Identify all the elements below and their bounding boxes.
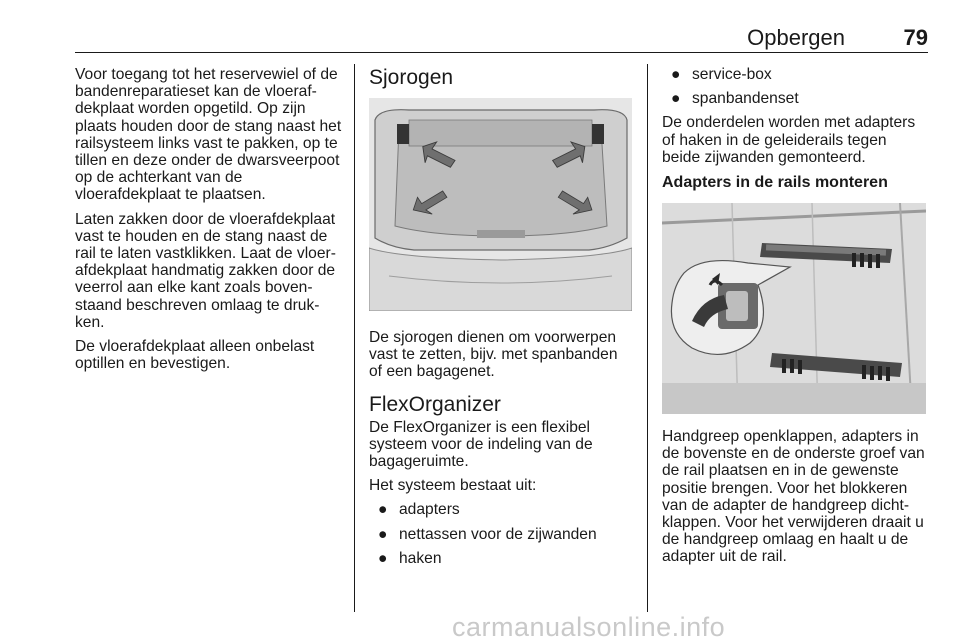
trunk-lashing-eyes-illustration bbox=[369, 98, 632, 311]
bullet-icon: ● bbox=[671, 90, 681, 108]
page-number: 79 bbox=[903, 25, 928, 50]
column-divider-2 bbox=[647, 64, 648, 612]
paragraph-sjorogen: De sjorogen dienen om voorwerpen vast te zetten, bijv. met spanbanden of een bagagenet. bbox=[369, 329, 618, 381]
list-item-text: adapters bbox=[399, 501, 460, 519]
bullet-icon: ● bbox=[378, 525, 388, 543]
header-rule bbox=[75, 52, 928, 53]
header-title: Opbergen bbox=[747, 25, 845, 50]
paragraph-reserve-wheel: Voor toegang tot het reservewiel of de bandenreparatieset kan de vloerafdekplaat worden opgetild. Op zijn plaats houden door de stang naast het railsysteem links vast te pakken, op te tillen en deze onder de dwarsveerpoot op de achterkant van de vloerafdekplaat te plaatsen. bbox=[75, 66, 342, 204]
section-title-flexorganizer: FlexOrganizer bbox=[369, 392, 501, 416]
column-3 bbox=[662, 66, 928, 573]
adapter-illustration-svg bbox=[662, 203, 926, 414]
list-item-text: spanbandenset bbox=[692, 90, 799, 108]
flexorganizer-bullet-list bbox=[369, 501, 633, 567]
column-2 bbox=[369, 66, 633, 574]
list-item bbox=[369, 501, 633, 518]
list-item bbox=[369, 550, 633, 567]
paragraph-components-mounted: De onderdelen worden met adapters of haken in de geleiderails tegen beide zijwanden gemonteerd. bbox=[662, 114, 916, 166]
list-item-text: haken bbox=[399, 549, 442, 567]
bullet-icon: ● bbox=[378, 549, 388, 567]
column-divider-1 bbox=[354, 64, 355, 612]
subsection-title-adapters: Adapters in de rails monteren bbox=[662, 174, 888, 192]
bullet-icon: ● bbox=[671, 66, 681, 83]
paragraph-lowering: Laten zakken door de vloerafdekplaat vast te houden en de stang naast de rail te laten vastklikken. Laat de vloerafdekplaat handmatig zakken door de veerrol aan elke kant zoals bovenstaand beschreven omlaag te drukken. bbox=[75, 210, 336, 331]
bullet-icon: ● bbox=[378, 501, 388, 519]
list-item-text: nettassen voor de zijwanden bbox=[399, 525, 597, 543]
paragraph-unloaded: De vloerafdekplaat alleen onbelast optillen en bevestigen. bbox=[75, 338, 315, 373]
list-item bbox=[662, 90, 928, 107]
adapter-rail-illustration bbox=[662, 203, 926, 414]
flexorganizer-bullet-list-continued bbox=[662, 66, 928, 107]
section-title-sjorogen: Sjorogen bbox=[369, 66, 454, 89]
list-item bbox=[369, 526, 633, 543]
paragraph-adapter-instructions: Handgreep openklappen, adapters in de bovenste en de onderste groef van de rail plaatsen en in de gewenste positie brengen. Voor het blokkeren van de adapter de handgreep dichtklappen. Voor het verwijderen draait u de handgreep omlaag en haalt u de adapter uit de rail. bbox=[662, 428, 925, 566]
watermark: carmanualsonline.info bbox=[452, 612, 726, 642]
column-1 bbox=[75, 66, 343, 379]
trunk-illustration-svg bbox=[369, 98, 632, 311]
list-item bbox=[662, 66, 928, 83]
paragraph-system-consists: Het systeem bestaat uit: bbox=[369, 477, 537, 495]
page-header bbox=[75, 25, 928, 49]
list-item-text: service-box bbox=[692, 66, 772, 83]
paragraph-flexorganizer-intro: De FlexOrganizer is een flexibel systeem voor de indeling van de bagageruimte. bbox=[369, 418, 593, 471]
